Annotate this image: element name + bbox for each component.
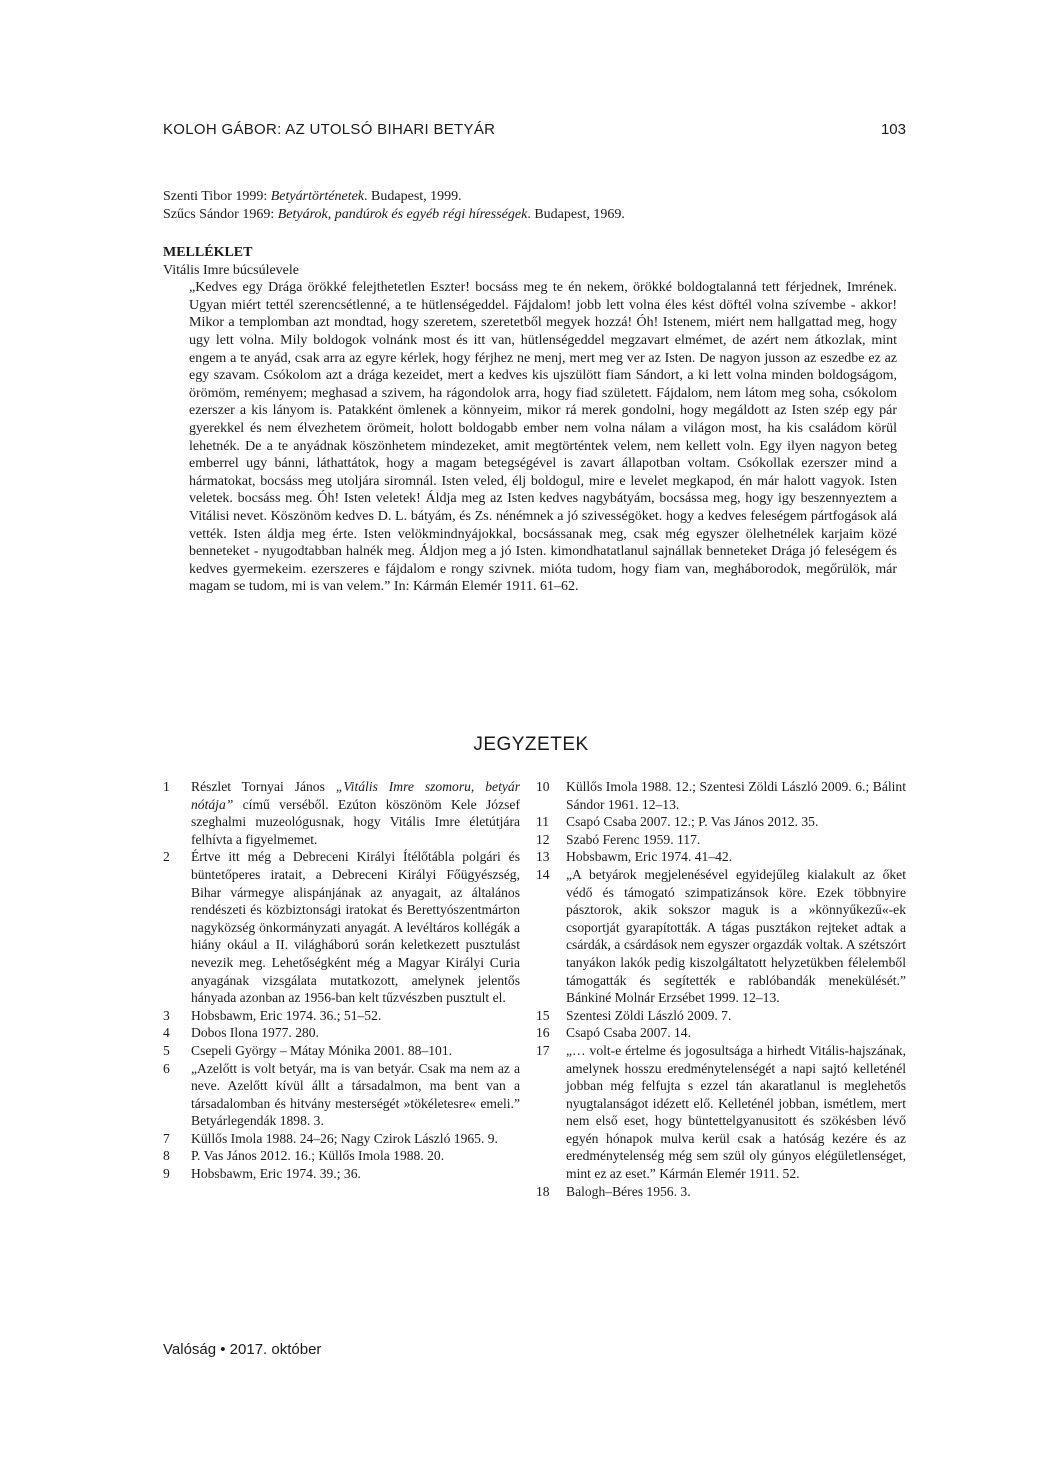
note-text: Küllős Imola 1988. 24–26; Nagy Czirok László 1965. 9. — [191, 1130, 498, 1146]
note-item — [536, 1007, 906, 1025]
note-number: 10 — [536, 779, 550, 794]
note-text: Balogh–Béres 1956. 3. — [566, 1183, 691, 1199]
reference-title: Betyártörténetek — [270, 189, 365, 204]
note-item — [536, 1024, 906, 1042]
note-number: 8 — [163, 1148, 170, 1164]
reference-title: Betyárok, pandúrok és egyéb régi hírességek — [277, 207, 528, 222]
reference-item — [163, 206, 906, 224]
note-number: 17 — [536, 1042, 550, 1058]
note-item — [163, 1042, 520, 1060]
note-item — [536, 848, 906, 866]
note-text: Csapó Csaba 2007. 14. — [566, 1025, 691, 1041]
running-header — [163, 121, 906, 143]
note-text: Küllős Imola 1988. 12.; Szentesi Zöldi László 2009. 6.; Bálint Sándor 1961. 12–13. — [566, 779, 906, 812]
running-title: KOLOH GÁBOR: AZ UTOLSÓ BIHARI BETYÁR — [163, 121, 496, 138]
note-text: Szentesi Zöldi László 2009. 7. — [566, 1007, 732, 1023]
note-text: Szabó Ferenc 1959. 117. — [566, 831, 701, 847]
note-text: Hobsbawm, Eric 1974. 41–42. — [566, 849, 733, 865]
note-item — [536, 813, 906, 831]
note-number: 18 — [536, 1183, 550, 1199]
note-number: 9 — [163, 1166, 170, 1182]
note-item — [163, 1130, 520, 1148]
reference-author: Szenti Tibor 1999: — [163, 189, 271, 204]
note-item — [163, 848, 520, 1006]
appendix-section — [163, 244, 906, 596]
reference-author: Szűcs Sándor 1969: — [163, 207, 278, 222]
reference-details: . Budapest, 1969. — [527, 207, 625, 222]
note-number: 1 — [163, 779, 170, 794]
note-item — [163, 1147, 520, 1165]
note-text: Dobos Ilona 1977. 280. — [191, 1025, 319, 1041]
note-number: 12 — [536, 831, 550, 847]
note-item — [536, 778, 906, 813]
note-number: 4 — [163, 1025, 170, 1041]
note-text: Csepeli György – Mátay Mónika 2001. 88–101. — [191, 1042, 453, 1058]
note-number: 3 — [163, 1007, 170, 1023]
note-number: 7 — [163, 1130, 170, 1146]
note-item — [163, 1165, 520, 1183]
page-footer: Valóság • 2017. október — [163, 1341, 322, 1358]
notes-right-column — [536, 778, 906, 1200]
note-number: 6 — [163, 1060, 170, 1076]
note-item — [163, 1024, 520, 1042]
note-text: P. Vas János 2012. 16.; Küllős Imola 1988. 20. — [191, 1148, 445, 1164]
note-item — [536, 1042, 906, 1183]
note-number: 2 — [163, 849, 170, 865]
page-number: 103 — [880, 121, 906, 138]
note-item — [163, 778, 520, 848]
notes-left-column — [163, 778, 520, 1183]
farewell-letter: „Kedves egy Drága örökké felejthetetlen Eszter! bocsáss meg te én nekem, örökké boldogtalanná tett férjednek, Imrének. Ugyan miért tettél szerencsétlenné, a te hütlenségeddel. Fájdalom! jobb lett volna éles kést döftél volna szívembe - akkor! Mikor a templomban azt mondtad, hogy szeretem, szeretetből megyek hozzá! Óh! Istenem, miért nem hallgattad meg, hogy ugy lett volna. Mily boldogok volnánk most és itt van, hütlenségeddel megzavart elmémet, de azért nem átkozlak, mint engem a te anyád, csak arra az egyre kérlek, hogy férjhez ne menj, mert meg ver az Isten. De nagyon jusson az eszedbe ez az egy szavam. Csókolom azt a drága kezeidet, mert a kedves kis ujszülött fiam Sándort, a ki lett volna minden boldogságom, örömöm, reményem; meghasad a szivem, ha rágondolok arra, hogy fiad született. Fájdalom, nem látom meg soha, csókolom ezerszer a kis lányom is. Patakként ömlenek a könnyeim, mikor rá merek gondolni, hogy megáldott az Isten szép egy pár gyerekkel és nem élvezhetem örömeit, holott boldogabb ember nem volna nálam a világon most, ha kis családom körül lehetnék. De a te anyádnak köszönhetem mindezeket, amit megtörténtek velem, nem kellett voln. Egy ilyen nagyon beteg emberrel ugy bánni, láthattátok, hogy a magam betegségével is zavart állapotban voltam. Csókollak ezerszer mind a hármatokat, bocsáss meg utoljára siromnál. Isten veled, élj boldogul, mire e levelet megkapod, én már halott vagyok. Isten veletek. bocsáss meg. Óh! Isten veletek! Áldja meg az Isten kedves nagybátyám, bocsássa meg, hogy igy beszennyeztem a Vitálisi nevet. Köszönöm kedves D. L. bátyám, és Zs. nénémnek a jó szivességöket. hogy a kedves feleségem pártfogások alá vették. Isten áldja meg érte. Isten velökmindnyájokkal, bocsássanak meg, csak még egyszer ölelhetnélek karjaim közé benneteket - nyugodtabban halnék meg. Áldjon meg a jó Isten. kimondhatatlanul sajnállak benneteket Drága jó feleségem és kedves gyermekeim. ezerszeres e fájdalom e rongy szivnek. mióta tudom, hogy fiam van, megháborodok, megőrülök, már magam se tudom, mi is van velem.” In: Kármán Elemér 1911. 61–62. — [189, 280, 897, 595]
reference-list — [163, 188, 906, 224]
note-number: 5 — [163, 1042, 170, 1058]
note-text: „Azelőtt is volt betyár, ma is van betyár. Csak ma nem az a neve. Azelőtt kívül állt a társadalmon, ma bent van a társadalomban és hitvány mesterségét »tökéletesre« emeli.” Betyárlegendák 1898. 3. — [191, 1060, 520, 1129]
note-item — [163, 1007, 520, 1025]
note-text: Hobsbawm, Eric 1974. 36.; 51–52. — [191, 1007, 382, 1023]
note-text: Csapó Csaba 2007. 12.; P. Vas János 2012. 35. — [566, 814, 819, 830]
reference-details: . Budapest, 1999. — [364, 189, 462, 204]
note-item — [536, 866, 906, 1007]
note-item — [536, 1183, 906, 1201]
appendix-subtitle: Vitális Imre búcsúlevele — [163, 262, 300, 278]
notes-title: JEGYZETEK — [473, 734, 589, 755]
note-item — [163, 1060, 520, 1130]
note-number: 14 — [536, 866, 550, 882]
note-number: 11 — [536, 814, 550, 830]
note-text: „… volt-e értelme és jogosultsága a hirhedt Vitális-hajszának, amelynek hosszu eredménytelenségét a napi sajtó kelleténél jobban még felfujta s ezzel tán akaratlanul is meglehetős nyugtalanságot idézett elő. Kelleténél jobban, ismétlem, mert nem első eset, hogy büntettelgyanusitott és szökésben lévő egyén hónapok mulva kerül csak a hatóság kezére és az eredménytelenség még sem szül oly gúnyos elégületlenséget, mint ez az eset.” Kármán Elemér 1911. 52. — [566, 1042, 906, 1182]
note-text: Hobsbawm, Eric 1974. 39.; 36. — [191, 1166, 361, 1182]
note-number: 16 — [536, 1025, 550, 1041]
note-text: Részlet Tornyai János „Vitális Imre szomoru, betyár nótája” című verséből. Ezúton köszönöm Kele József szeghalmi muzeológusnak, hogy Vitális Imre életútjára felhívta a figyelmemet. — [191, 779, 520, 847]
note-item — [536, 831, 906, 849]
note-number: 15 — [536, 1007, 550, 1023]
note-text: Értve itt még a Debreceni Királyi Ítélőtábla polgári és büntetőperes iratait, a Debreceni Királyi Főügyészség, Bihar vármegye alispánjának az anyagait, az általános rendészeti és közbiztonsági iratokat és Berettyószentmárton nagyközség önkormányzati anyagát. A levéltáros kollégák a hiány okául a II. világháború során keletkezett pusztulást nevezik meg. Lehetőségként még a Magyar Királyi Curia anyagának vizsgálata mutatkozott, amelynek jelentős hányada azonban az 1956-ban kelt tűzvészben pusztult el. — [191, 849, 520, 1006]
note-number: 13 — [536, 849, 550, 865]
appendix-heading: MELLÉKLET — [163, 245, 253, 260]
reference-item — [163, 188, 906, 206]
note-text: „A betyárok megjelenésével egyidejűleg kialakult az őket védő és támogató szimpatizánsok köre. Ezek többnyire pásztorok, akik sokszor maguk is a »könnyűkezű«-ek csoportját gyarapították. A tágas pusztákon rejteket adtak a csárdák, a csárdások nem egyszer orgazdák voltak. A szétszórt tanyákon lakók pedig kiszolgáltatott helyzetükben félelemből támogatták és segítették e rablóbandák menekülését.” Bánkiné Molnár Erzsébet 1999. 12–13. — [566, 866, 906, 1006]
